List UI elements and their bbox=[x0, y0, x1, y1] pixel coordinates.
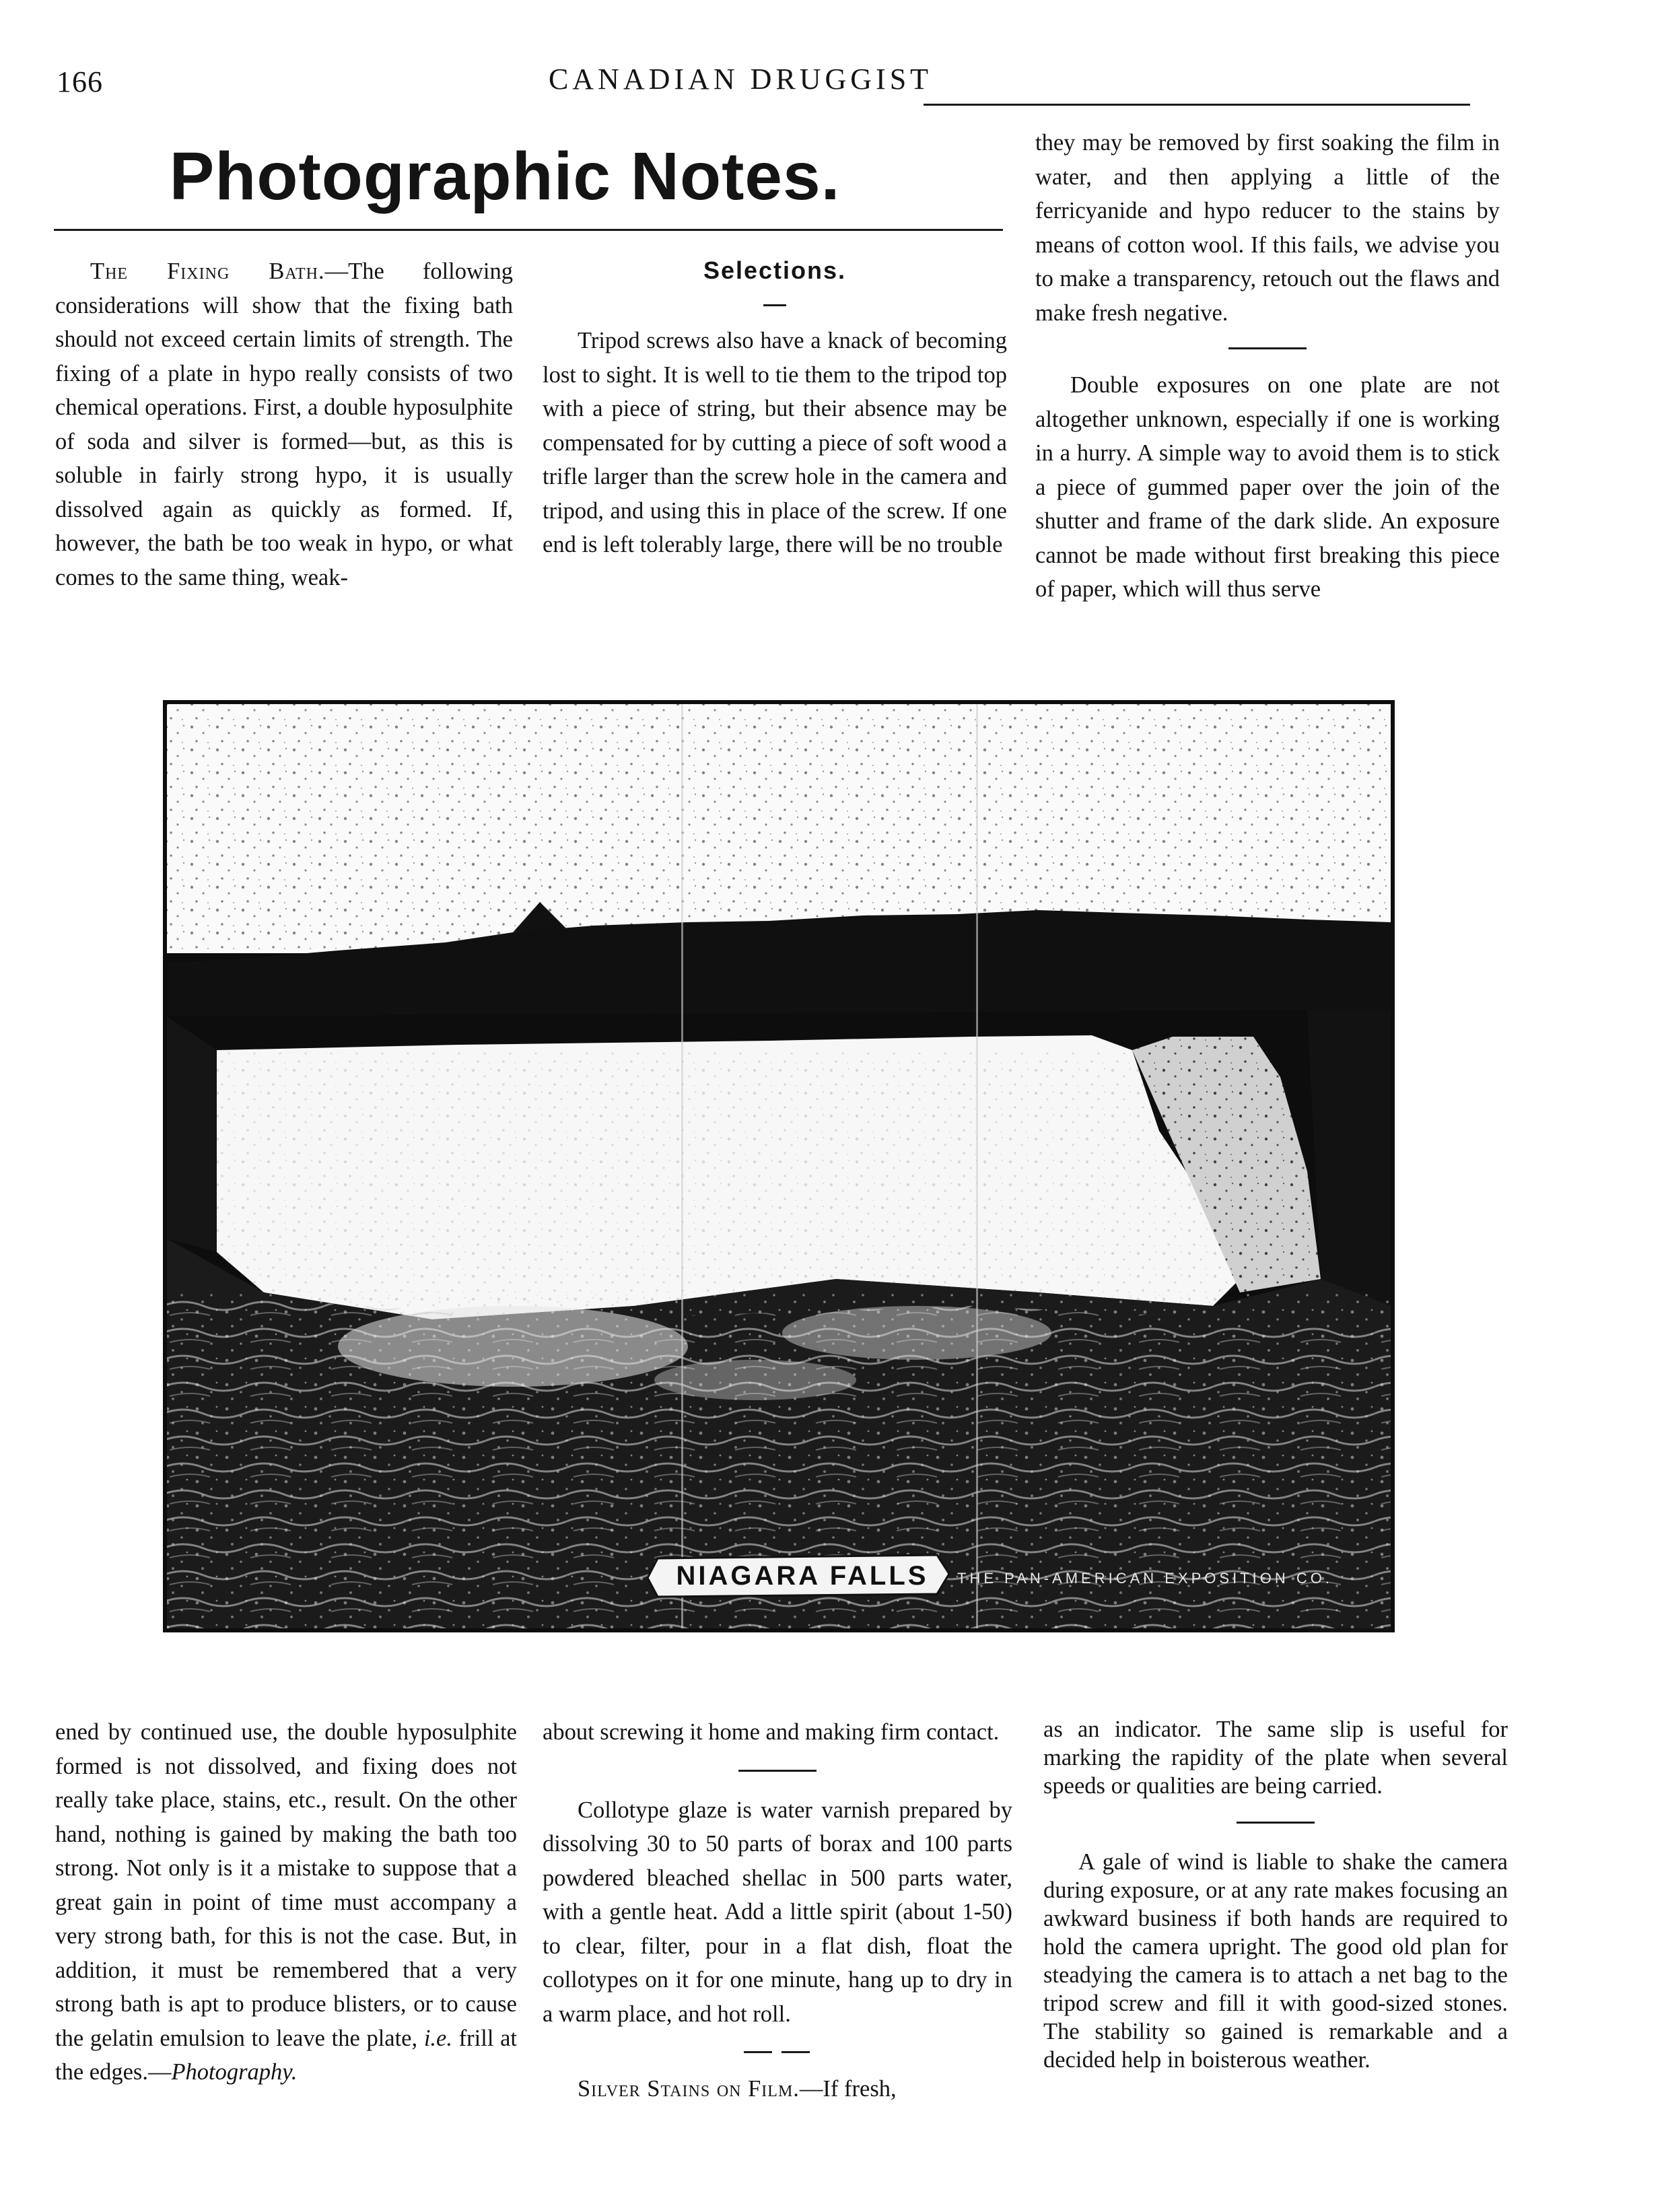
fixing-bath-continued-text: ened by continued use, the double hyposulphite formed is not dissolved, and fixing does not really take place, stains, etc., result. On the other hand, nothing is gained by making the bath too strong. Not only is it a mistake to suppose that a great gain in point of time must accompany a very strong bath, for this is not the case. But, in addition, it must be remembered that a very strong bath is apt to produce blisters, or to cause the gelatin emulsion to leave the plate, bbox=[55, 1719, 517, 2051]
fixing-bath-continued-end: frill at the edges.— bbox=[55, 2025, 518, 2085]
tripod-screws-continued: about screwing it home and making firm contact. bbox=[543, 1719, 1000, 1745]
source-credit: Photography. bbox=[171, 2059, 298, 2085]
double-exposures-paragraph: Double exposures on one plate are not altogether unknown, especially if one is working in a hurry. A simple way to avoid them is to stick a piece of gummed paper over the join of the shutter and frame of the dark slide. An exposure cannot be made without first breaking this piece of paper, which will thus serve bbox=[1035, 372, 1500, 602]
gale-of-wind-paragraph: A gale of wind is liable to shake the camera during exposure, or at any rate makes focusing an awkward business if both hands are required to hold the camera upright. The good old plan for steadying the camera is to attach a net bag to the tripod screw and fill it with good-sized stones. The stability so gained is remarkable and a decided help in boisterous weather. bbox=[1043, 1849, 1508, 2073]
header-rule bbox=[924, 104, 1470, 106]
column-3-top bbox=[1035, 126, 1500, 607]
page-number: 166 bbox=[57, 65, 103, 98]
silver-stains-continued: they may be removed by first soaking the film in water, and then applying a little of the ferricyanide and hypo reducer to the stains by means of cotton wool. If this fails, we advise you to make a transparency, retouch out the flaws and make fresh negative. bbox=[1035, 130, 1500, 326]
fixing-bath-text: —The following considerations will show that the fixing bath should not exceed certain limits of strength. The fixing of a plate in hypo really consists of two chemical operations. First, a double hyposulphite of soda and silver is formed—but, as this is soluble in fairly strong hypo, it is usually dissolved again as quickly as formed. If, however, the bath be too weak in hypo, or what comes to the same thing, weak- bbox=[55, 258, 513, 590]
fixing-bath-continued bbox=[55, 1715, 517, 2089]
running-head: CANADIAN DRUGGIST bbox=[548, 63, 933, 96]
column-1-bottom bbox=[55, 1715, 517, 2089]
double-exposures-continued: as an indicator. The same slip is useful for marking the rapidity of the plate when several speeds or qualities are being carried. bbox=[1043, 1717, 1508, 1799]
section-title: Photographic Notes. bbox=[169, 139, 841, 214]
title-rule bbox=[54, 229, 1003, 231]
photo-caption: NIAGARA FALLS bbox=[676, 1561, 929, 1591]
separator-rule bbox=[1228, 347, 1307, 349]
selections-heading: Selections. bbox=[703, 256, 847, 284]
tripod-screws-paragraph: Tripod screws also have a knack of becoming lost to sight. It is well to tie them to the tripod top with a piece of string, but their absence may be compensated for by cutting a piece of soft wood a trifle larger than the screw hole in the camera and tripod, and using this in place of the screw. If one end is left tolerably large, there will be no trouble bbox=[543, 328, 1007, 557]
column-3-bottom bbox=[1043, 1715, 1508, 2074]
silver-stains-paragraph bbox=[543, 2072, 1012, 2106]
separator-rule bbox=[738, 1770, 817, 1772]
silver-stains-lead-in: Silver Stains on Film. bbox=[578, 2076, 800, 2102]
fixing-bath-lead-in: The Fixing Bath. bbox=[90, 258, 325, 284]
photo-credit-line: THE PAN-AMERICAN EXPOSITION CO. bbox=[957, 1570, 1333, 1587]
niagara-falls-photograph bbox=[163, 700, 1395, 1632]
column-2-bottom bbox=[543, 1715, 1012, 2106]
ie-abbrev: i.e. bbox=[423, 2025, 452, 2051]
separator-rule bbox=[1237, 1822, 1315, 1824]
silver-stains-text: —If fresh, bbox=[799, 2076, 897, 2102]
column-2-top bbox=[543, 254, 1007, 562]
fixing-bath-paragraph bbox=[55, 254, 513, 594]
column-1-top bbox=[55, 254, 513, 594]
double-dash-separator bbox=[744, 2051, 811, 2053]
photo-image bbox=[163, 700, 1395, 1632]
heading-dash bbox=[763, 304, 786, 306]
collotype-glaze-paragraph: Collotype glaze is water varnish prepared by dissolving 30 to 50 parts of borax and 100 parts powdered bleached shellac in 500 parts water, with a gentle heat. Add a little spirit (about 1-50) to clear, filter, pour in a flat dish, float the collotypes on it for one minute, hang up to dry in a warm place, and hot roll. bbox=[543, 1797, 1012, 2027]
